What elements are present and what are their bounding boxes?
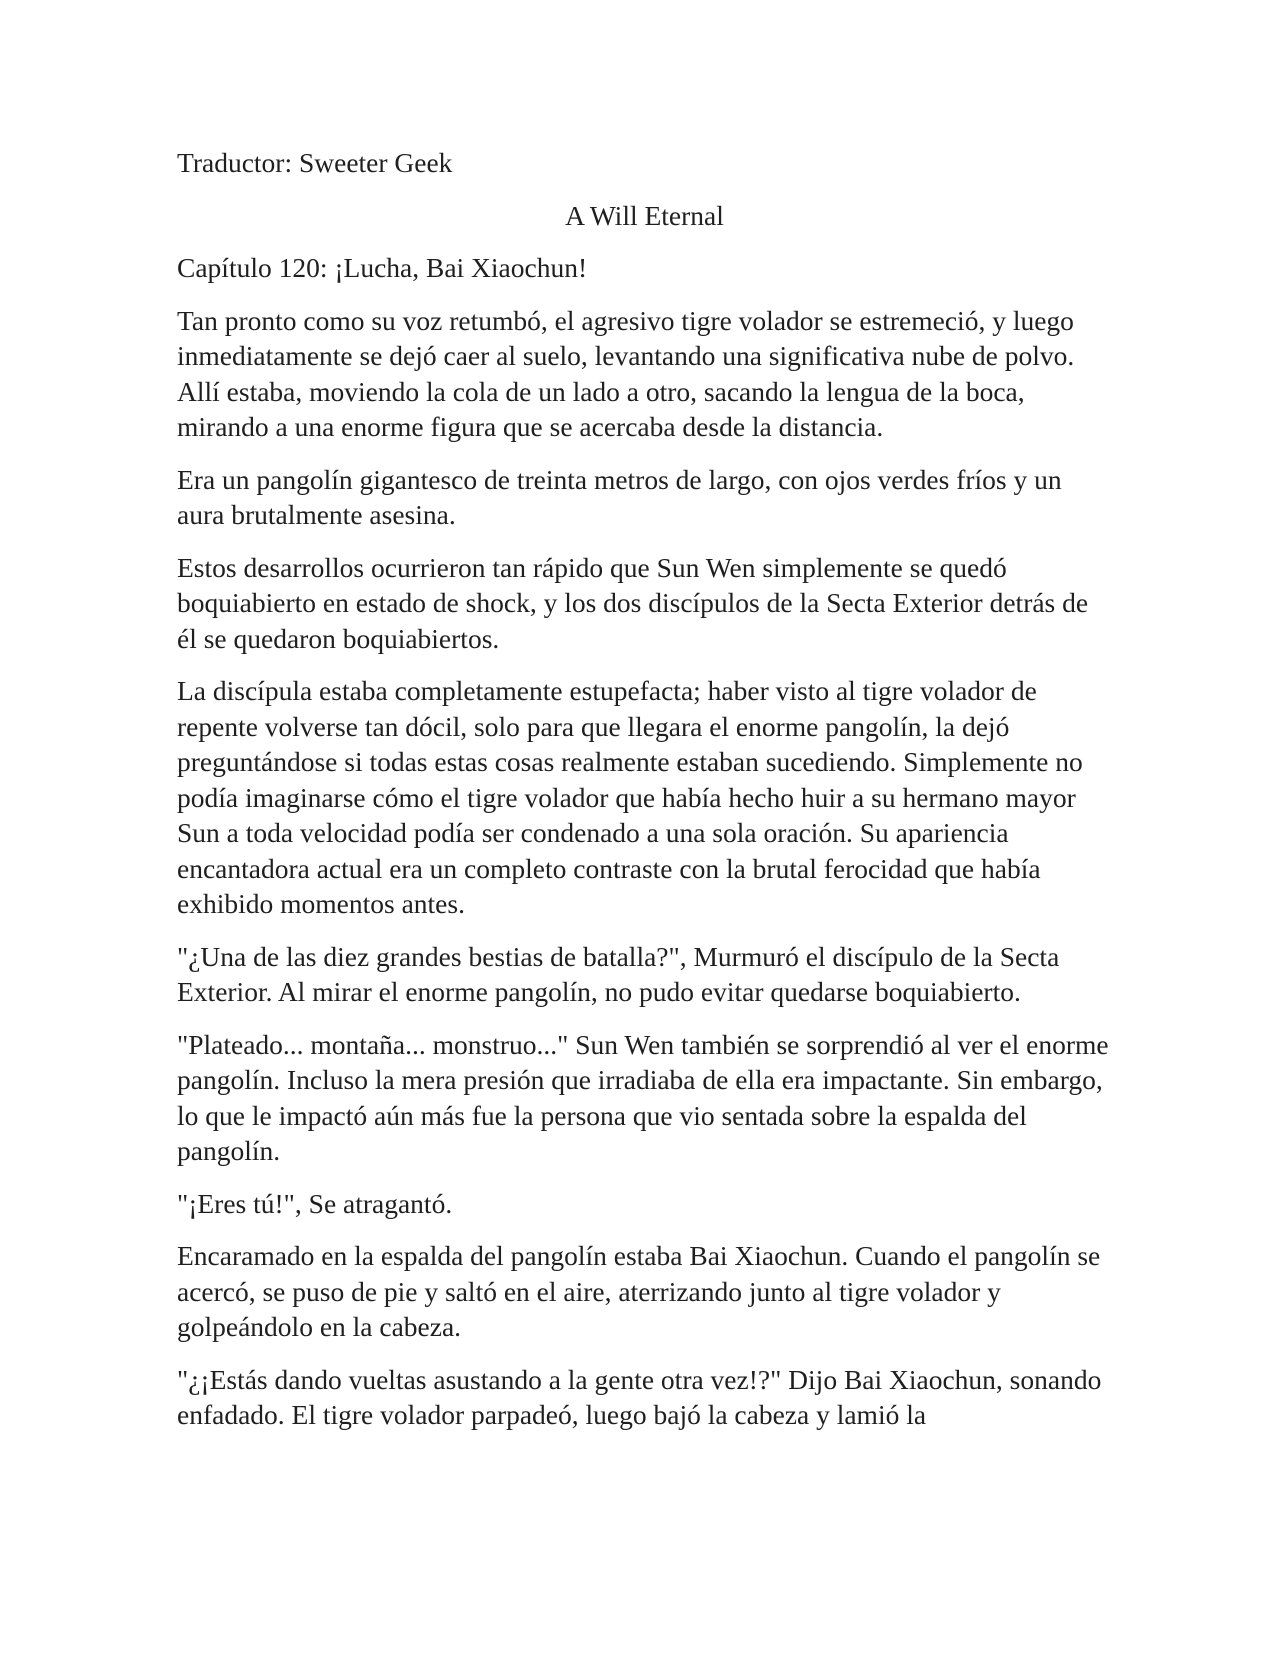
paragraph: La discípula estaba completamente estupefacta; haber visto al tigre volador de repente volverse tan dócil, solo para que llegara el enorme pangolín, la dejó preguntándose si todas estas cosas realmente estaban sucediendo. Simplemente no podía imaginarse cómo el tigre volador que había hecho huir a su hermano mayor Sun a toda velocidad podía ser condenado a una sola oración. Su apariencia encantadora actual era un completo contraste con la brutal ferocidad que había exhibido momentos antes. bbox=[177, 675, 1083, 919]
paragraph: "Plateado... montaña... monstruo..." Sun Wen también se sorprendió al ver el enorme pangolín. Incluso la mera presión que irradiaba de ella era impactante. Sin embargo, lo que le impactó aún más fue la persona que vio sentada sobre la espalda del pangolín. bbox=[177, 1028, 1109, 1166]
chapter-title: Capítulo 120: ¡Lucha, Bai Xiaochun! bbox=[177, 252, 588, 283]
paragraph: "¿Una de las diez grandes bestias de batalla?", Murmuró el discípulo de la Secta Exterior. Al mirar el enorme pangolín, no pudo evitar quedarse boquiabierto. bbox=[177, 940, 1060, 1007]
book-title: A Will Eternal bbox=[565, 199, 724, 231]
paragraph: Era un pangolín gigantesco de treinta metros de largo, con ojos verdes fríos y un aura brutalmente asesina. bbox=[177, 463, 1062, 530]
paragraph: "¿¡Estás dando vueltas asustando a la gente otra vez!?" Dijo Bai Xiaochun, sonando enfadado. El tigre volador parpadeó, luego bajó la cabeza y lamió la bbox=[177, 1363, 1102, 1430]
paragraph: Estos desarrollos ocurrieron tan rápido que Sun Wen simplemente se quedó boquiabierto en estado de shock, y los dos discípulos de la Secta Exterior detrás de él se quedaron boquiabiertos. bbox=[177, 551, 1089, 654]
paragraph: Encaramado en la espalda del pangolín estaba Bai Xiaochun. Cuando el pangolín se acercó, se puso de pie y saltó en el aire, aterrizando junto al tigre volador y golpeándolo en la cabeza. bbox=[177, 1240, 1101, 1342]
translator-credit: Traductor: Sweeter Geek bbox=[177, 147, 453, 178]
document-body bbox=[177, 145, 1112, 1450]
paragraph: Tan pronto como su voz retumbó, el agresivo tigre volador se estremeció, y luego inmediatamente se dejó caer al suelo, levantando una significativa nube de polvo. Allí estaba, moviendo la cola de un lado a otro, sacando la lengua de la boca, mirando a una enorme figura que se acercaba desde la distancia. bbox=[177, 304, 1075, 442]
paragraph: "¡Eres tú!", Se atragantó. bbox=[177, 1187, 453, 1219]
